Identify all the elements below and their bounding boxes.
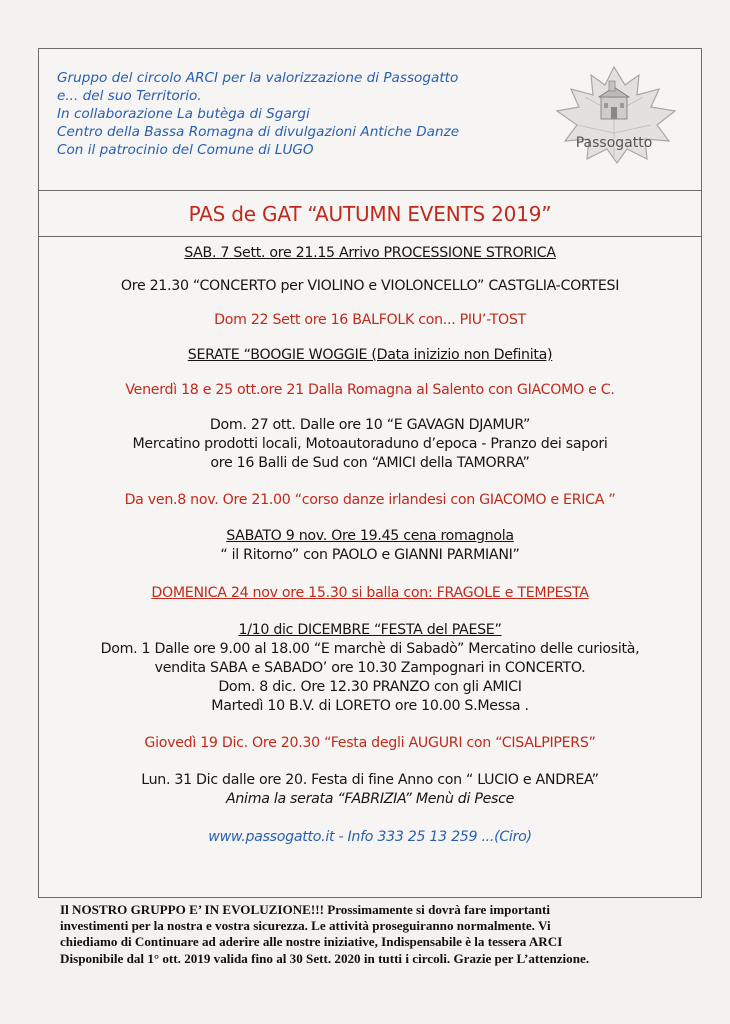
footer-line: chiediamo di Continuare ad aderire alle nostre iniziative, Indispensabile è la tessera ARCI [60,934,563,950]
event-line: ore 16 Balli de Sud con “AMICI della TAMORRA” [210,455,530,471]
organizer-line: Con il patrocinio del Comune di LUGO [57,142,314,158]
event-line [39,585,701,601]
event-line: Martedì 10 B.V. di LORETO ore 10.00 S.Messa . [211,698,529,714]
event-line: vendita SABA e SABADO’ ore 10.30 Zampognari in CONCERTO. [154,660,586,676]
footer-line: investimenti per la nostra e vostra sicurezza. Le attività proseguiranno normalmente. Vi [60,918,551,934]
event-line [39,347,701,363]
event-line: Mercatino prodotti locali, Motoautoraduno d’epoca - Pranzo dei sapori [132,436,608,452]
event-line: “ il Ritorno” con PAOLO e GIANNI PARMIANI” [220,547,520,563]
event-line: Dom 22 Sett ore 16 BALFOLK con... PIU’-TOST [214,312,526,328]
organizer-line: e... del suo Territorio. [57,88,202,104]
event-line [39,622,701,638]
event-line [39,528,701,544]
footer-line: Il NOSTRO GRUPPO E’ IN EVOLUZIONE!!! Prossimamente si dovrà fare importanti [60,902,551,917]
event-line: Dom. 1 Dalle ore 9.00 al 18.00 “E marchè di Sabadò” Mercatino delle curiosità, [100,641,640,657]
event-text: SAB. 7 Sett. ore 21.15 Arrivo PROCESSIONE STRORICA [184,245,556,261]
event-text: DOMENICA 24 nov ore 15.30 si balla con: FRAGOLE e TEMPESTA [151,585,589,601]
event-line [39,245,701,261]
event-line: Venerdì 18 e 25 ott.ore 21 Dalla Romagna al Salento con GIACOMO e C. [125,382,615,398]
event-line: Dom. 8 dic. Ore 12.30 PRANZO con gli AMICI [218,679,522,695]
event-line: Lun. 31 Dic dalle ore 20. Festa di fine Anno con “ LUCIO e ANDREA” [141,772,599,788]
event-line: Dom. 27 ott. Dalle ore 10 “E GAVAGN DJAMUR” [209,417,531,433]
organizer-line: Centro della Bassa Romagna di divulgazioni Antiche Danze [57,124,460,140]
website-info-link[interactable]: www.passogatto.it - Info 333 25 13 259 ...(Ciro) [208,829,532,845]
event-line: Anima la serata “FABRIZIA” Menù di Pesce [225,791,515,807]
organizer-info [57,69,459,159]
organizer-line: In collaborazione La butèga di Sgargi [57,106,310,122]
footer-notice [60,902,710,967]
event-line: Ore 21.30 “CONCERTO per VIOLINO e VIOLONCELLO” CASTGLIA-CORTESI [120,278,620,294]
passogatto-logo [547,63,681,175]
event-line: Da ven.8 nov. Ore 21.00 “corso danze irlandesi con GIACOMO e ERICA ” [124,492,616,508]
event-line: Giovedì 19 Dic. Ore 20.30 “Festa degli AUGURI con “CISALPIPERS” [144,735,596,751]
maple-leaf-church-icon [547,63,681,175]
svg-text:Passogatto: Passogatto [575,135,653,151]
event-text: SABATO 9 nov. Ore 19.45 cena romagnola [226,528,514,544]
event-text: 1/10 dic DICEMBRE “FESTA del PAESE” [238,622,502,638]
header-box [39,49,701,191]
flyer-frame [38,48,702,898]
footer-line: Disponibile dal 1° ott. 2019 valida fino al 30 Sett. 2020 in tutti i circoli. Grazie per L’attenzione. [60,950,590,966]
event-title: PAS de GAT “AUTUMN EVENTS 2019” [39,191,701,237]
event-text: SERATE “BOOGIE WOGGIE (Data inizizio non Definita) [187,347,553,363]
organizer-line: Gruppo del circolo ARCI per la valorizzazione di Passogatto [57,70,459,86]
